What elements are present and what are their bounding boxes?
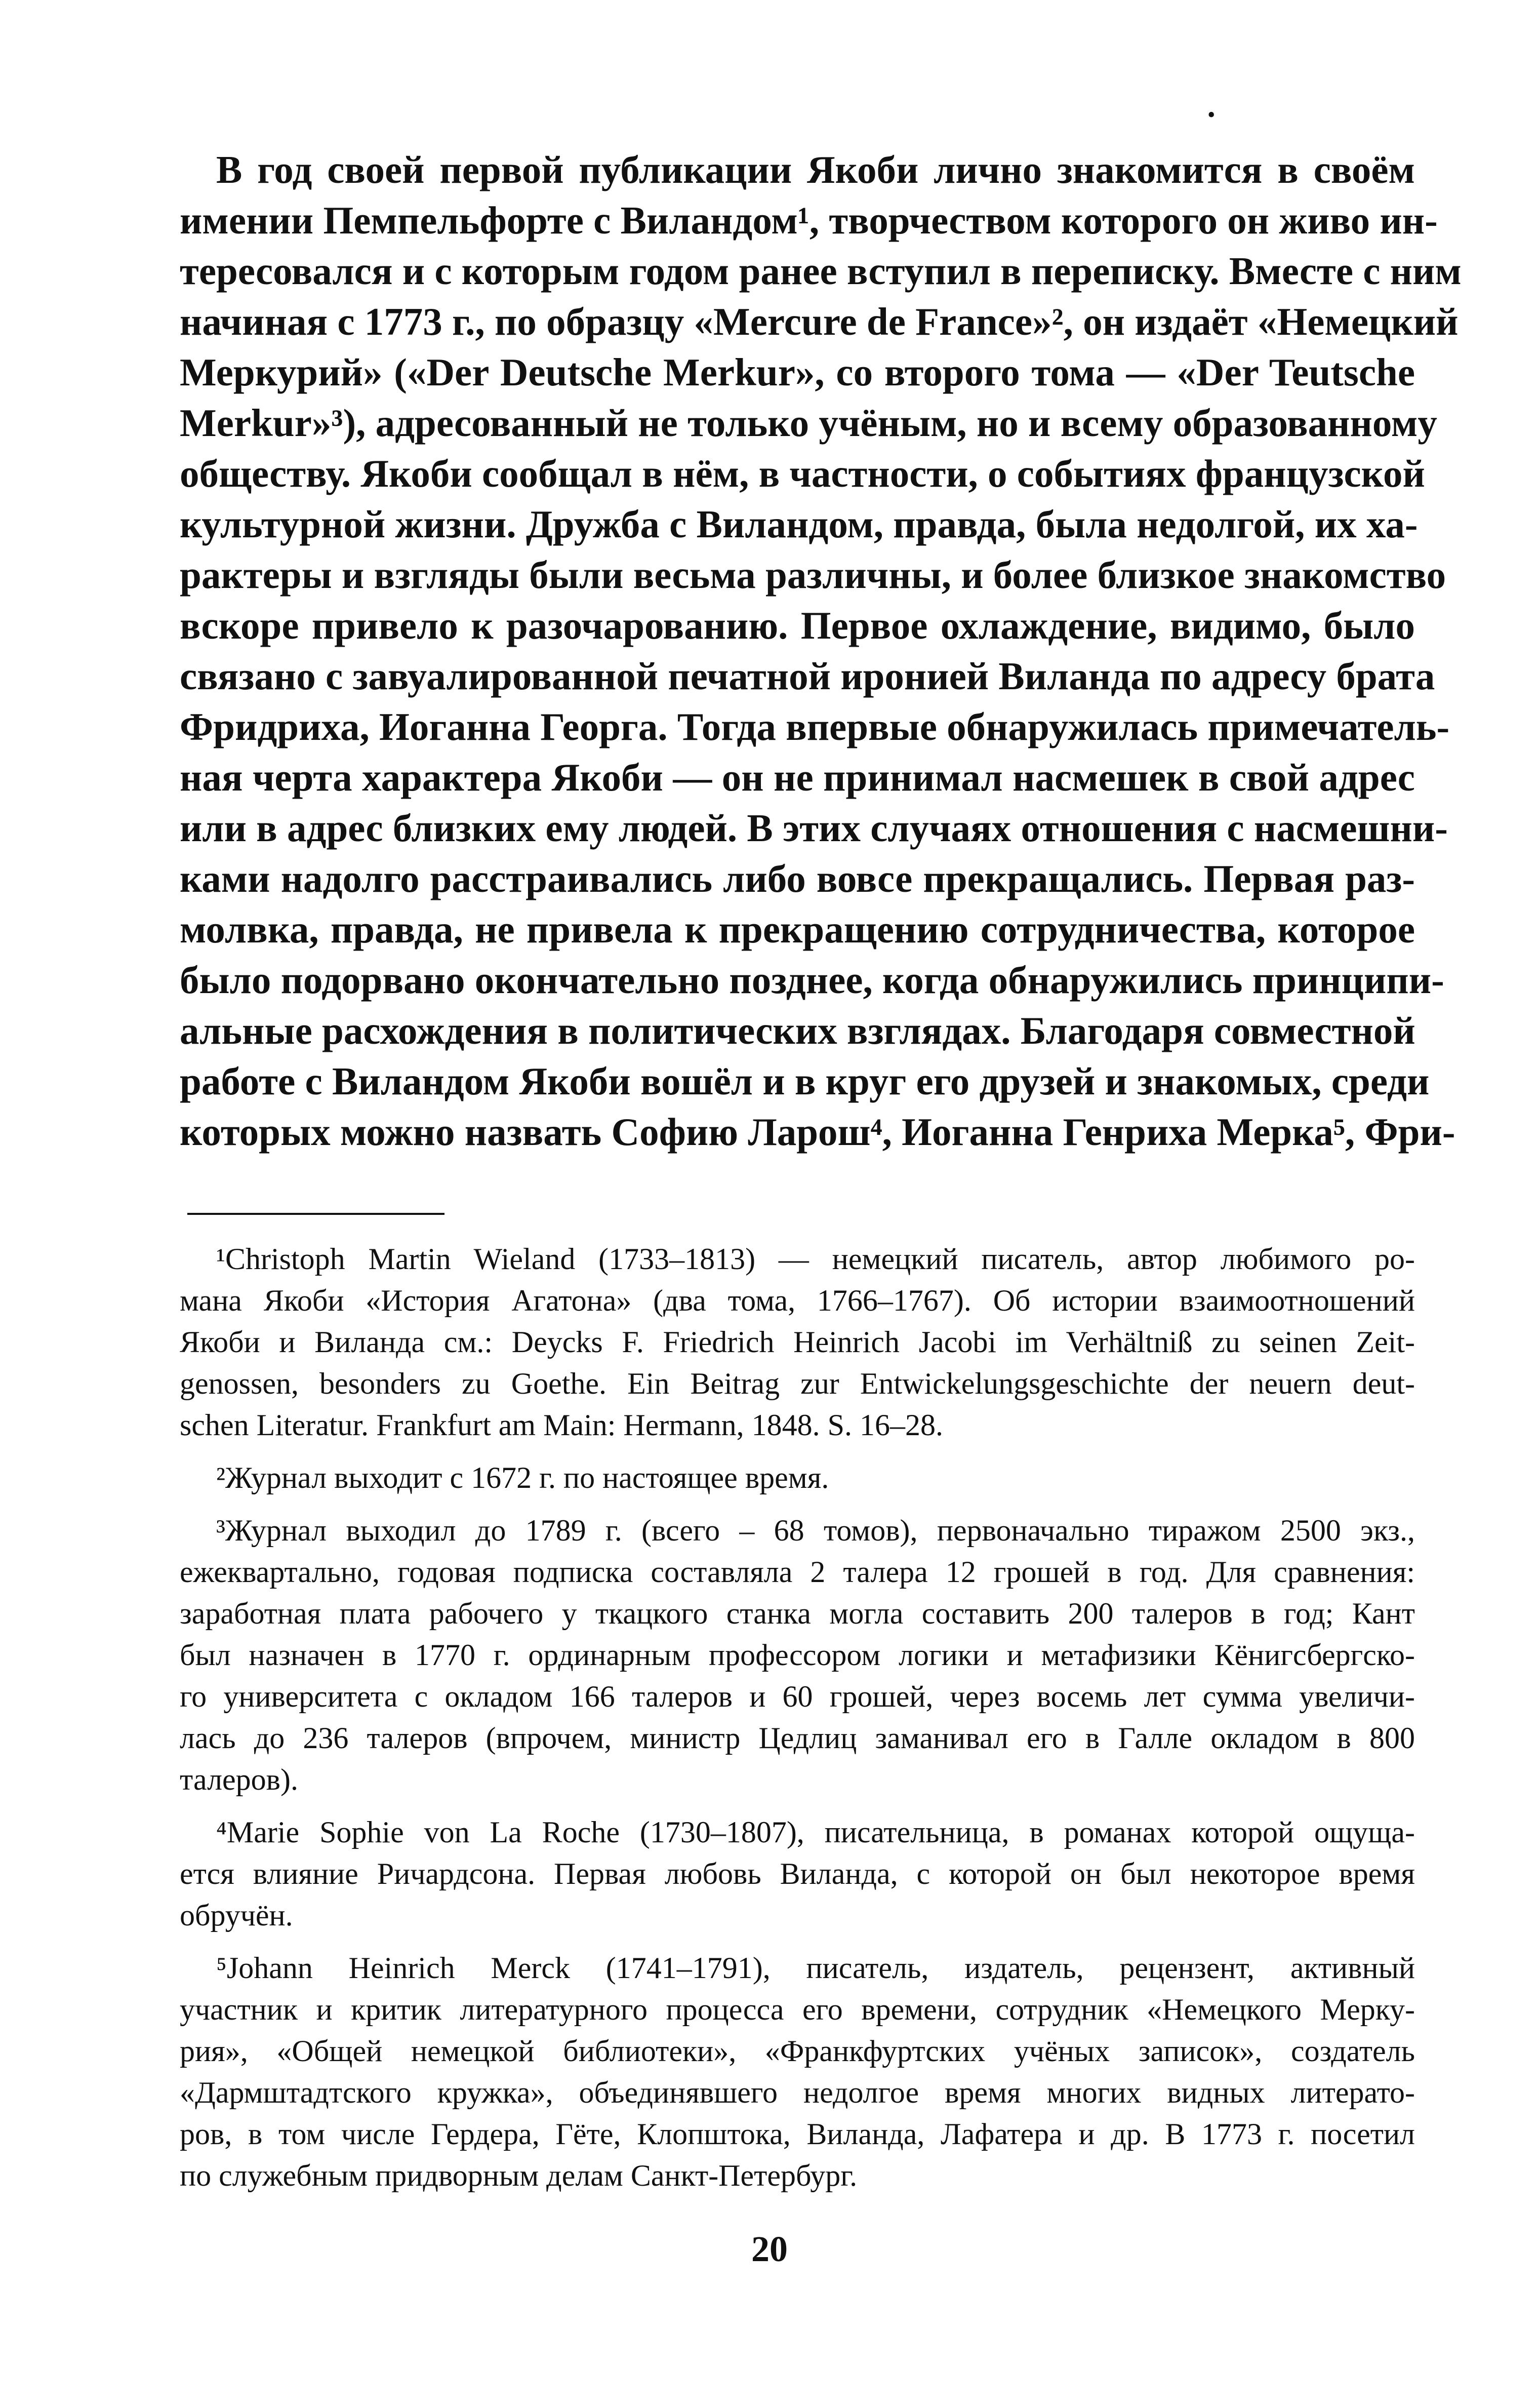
- text-line: или в адрес близких ему людей. В этих случаях отношения с насмешни-: [180, 806, 1448, 850]
- footnote-line: участник и критик литературного процесса его времени, сотрудник «Немецкого Мерку-: [180, 1993, 1415, 2026]
- footnote-line: заработная плата рабочего у ткацкого станка могла составить 200 талеров в год; Кант: [180, 1597, 1415, 1630]
- footnote-line: по служебным придворным делам Санкт-Петербург.: [180, 2159, 858, 2192]
- footnote-line: ров, в том числе Гердера, Гёте, Клопштока, Виланда, Лафатера и др. В 1773 г. посетил: [180, 2117, 1415, 2151]
- footnote-separator: [187, 1213, 444, 1215]
- text-line: работе с Виландом Якоби вошёл и в круг его друзей и знакомых, среди: [180, 1059, 1430, 1103]
- text-line: В год своей первой публикации Якоби лично знакомится в своём: [216, 148, 1415, 191]
- footnote-4: [180, 1811, 1415, 1936]
- text-line: связано с завуалированной печатной иронией Виланда по адресу брата: [180, 654, 1435, 698]
- footnote-2: [180, 1457, 1415, 1498]
- text-line: которых можно назвать Софию Ларош⁴, Иоганна Генриха Мерка⁵, Фри-: [180, 1110, 1455, 1154]
- footnote-line: обручён.: [180, 1899, 293, 1932]
- text-line: альные расхождения в политических взглядах. Благодаря совместной: [180, 1009, 1415, 1052]
- text-line: начиная с 1773 г., по образцу «Mercure de France»², он издаёт «Немецкий: [180, 300, 1459, 343]
- text-line: Меркурий» («Der Deutsche Merkur», со второго тома — «Der Teutsche: [180, 350, 1415, 394]
- footnote-line: рия», «Общей немецкой библиотеки», «Франкфуртских учёных записок», создатель: [180, 2034, 1415, 2068]
- footnote-line: ⁵Johann Heinrich Merck (1741–1791), писатель, издатель, рецензент, активный: [216, 1951, 1415, 1985]
- footnote-line: ²Журнал выходит с 1672 г. по настоящее время.: [216, 1461, 829, 1494]
- page-number: 20: [751, 2229, 788, 2269]
- text-line: вскоре привело к разочарованию. Первое охлаждение, видимо, было: [180, 604, 1415, 647]
- footnote-line: мана Якоби «История Агатона» (два тома, 1766–1767). Об истории взаимоотношений: [180, 1284, 1415, 1317]
- footnote-1: [180, 1238, 1415, 1446]
- footnote-line: ⁴Marie Sophie von La Roche (1730–1807), писательница, в романах которой ощуща-: [216, 1815, 1415, 1849]
- text-line: Фридриха, Иоганна Георга. Тогда впервые обнаружилась примечатель-: [180, 705, 1450, 748]
- footnote-3: [180, 1510, 1415, 1800]
- footnote-line: го университета с окладом 166 талеров и 60 грошей, через восемь лет сумма увеличи-: [180, 1680, 1415, 1713]
- footnote-line: был назначен в 1770 г. ординарным профессором логики и метафизики Кёнигсбергско-: [180, 1638, 1415, 1672]
- footnote-line: лась до 236 талеров (впрочем, министр Цедлиц заманивал его в Галле окладом в 800: [180, 1721, 1415, 1755]
- footnote-line: ¹Christoph Martin Wieland (1733–1813) — немецкий писатель, автор любимого ро-: [216, 1242, 1415, 1276]
- footnote-line: ется влияние Ричардсона. Первая любовь Виланда, с которой он был некоторое время: [180, 1857, 1415, 1890]
- text-line: ная черта характера Якоби — он не принимал насмешек в свой адрес: [180, 756, 1415, 799]
- main-paragraph: [180, 144, 1462, 1157]
- text-line: обществу. Якоби сообщал в нём, в частности, о событиях французской: [180, 452, 1425, 495]
- text-line: Merkur»³), адресованный не только учёным, но и всему образованному: [180, 401, 1437, 445]
- text-line: было подорвано окончательно позднее, когда обнаружились принципи-: [180, 958, 1444, 1002]
- footnote-line: ежеквартально, годовая подписка составляла 2 талера 12 грошей в год. Для сравнения:: [180, 1555, 1415, 1589]
- text-line: культурной жизни. Дружба с Виландом, правда, была недолгой, их ха-: [180, 502, 1418, 546]
- text-line: молвка, правда, не привела к прекращению сотрудничества, которое: [180, 907, 1415, 951]
- footnote-line: талеров).: [180, 1763, 298, 1796]
- text-line: имении Пемпельфорте с Виландом¹, творчеством которого он живо ин-: [180, 199, 1438, 242]
- footnote-line: ³Журнал выходил до 1789 г. (всего – 68 томов), первоначально тиражом 2500 экз.,: [216, 1514, 1415, 1547]
- footnote-line: genossen, besonders zu Goethe. Ein Beitrag zur Entwickelungsgeschichte der neuern deut-: [180, 1367, 1415, 1400]
- footnote-line: «Дармштадтского кружка», объединявшего недолгое время многих видных литерато-: [180, 2076, 1415, 2109]
- text-line: ками надолго расстраивались либо вовсе прекращались. Первая раз-: [180, 857, 1415, 900]
- footnote-line: schen Literatur. Frankfurt am Main: Hermann, 1848. S. 16–28.: [180, 1408, 944, 1442]
- text-line: тересовался и с которым годом ранее вступил в переписку. Вместе с ним: [180, 249, 1462, 293]
- footnote-line: Якоби и Виланда см.: Deycks F. Friedrich Heinrich Jacobi im Verhältniß zu seinen Zeit-: [180, 1325, 1415, 1359]
- footnotes: [180, 1238, 1415, 2207]
- text-line: рактеры и взгляды были весьма различны, и более близкое знакомство: [180, 553, 1446, 597]
- footnote-5: [180, 1947, 1415, 2196]
- bullet-mark: •: [1207, 102, 1216, 127]
